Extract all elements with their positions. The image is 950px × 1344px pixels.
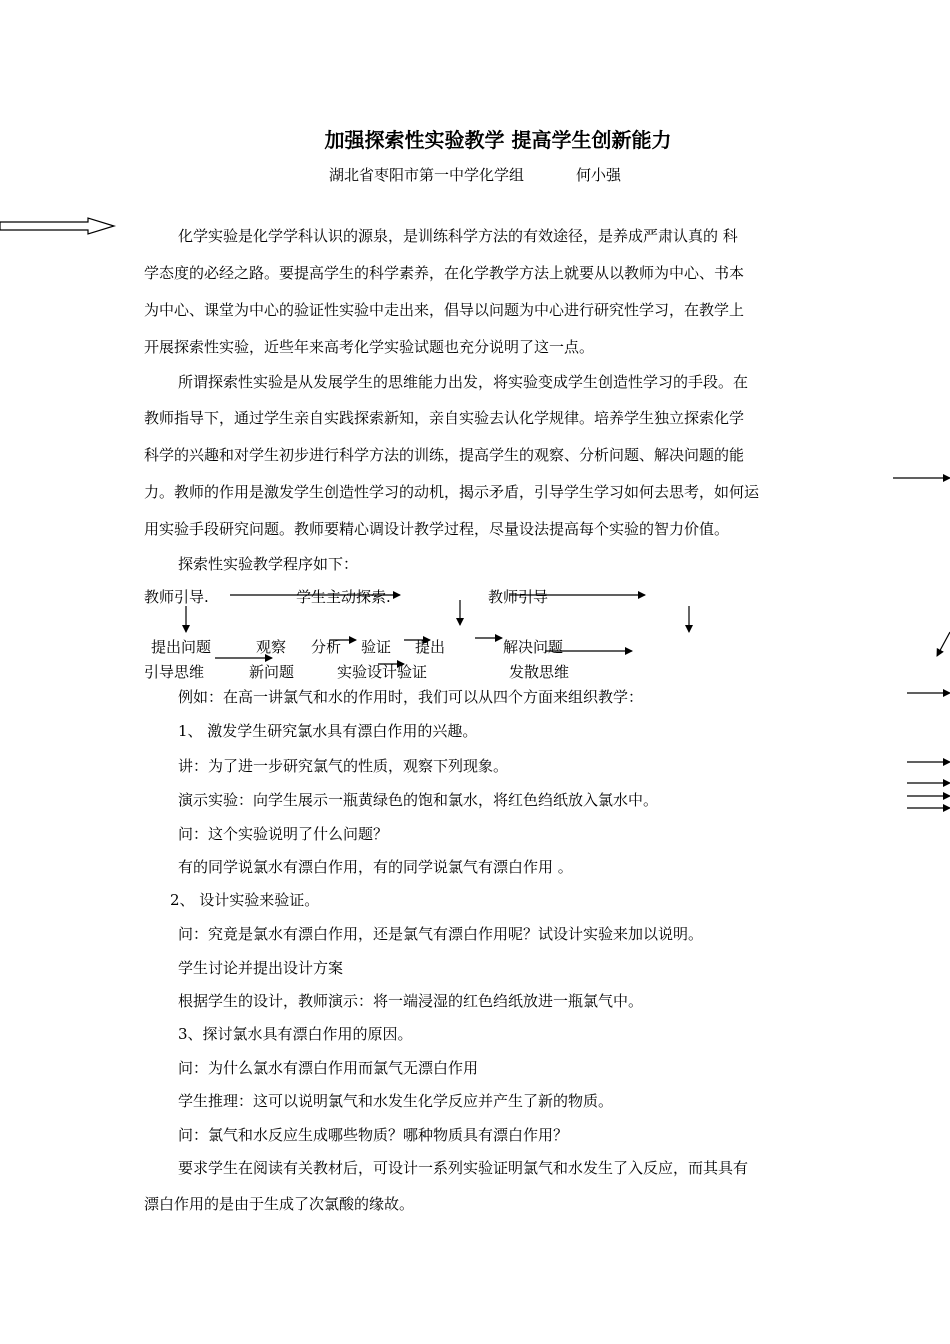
intro-line: 学态度的必经之路。要提高学生的科学素养，在化学教学方法上就要从以教师为中心、书本 [144, 264, 745, 282]
section-heading: 3、探讨氯水具有漂白作用的原因。 [178, 1025, 413, 1043]
flow-guide-thinking: 引导思维 [144, 663, 205, 681]
flow-new-question: 新问题 [249, 663, 295, 681]
flow-student-explore: 学生主动探索. [296, 588, 391, 606]
example-line: 演示实验：向学生展示一瓶黄绿色的饱和氯水，将红色绉纸放入氯水中。 [178, 791, 659, 809]
final-line: 要求学生在阅读有关教材后，可设计一系列实验证明氯气和水发生了入反应，而其具有 [178, 1159, 749, 1177]
example-line: 学生推理：这可以说明氯气和水发生化学反应并产生了新的物质。 [178, 1092, 614, 1110]
final-line: 漂白作用的是由于生成了次氯酸的缘故。 [144, 1195, 415, 1213]
procedure-intro: 探索性实验教学程序如下： [178, 555, 359, 573]
para2-line: 用实验手段研究问题。教师要精心调设计教学过程，尽量设法提高每个实验的智力价值。 [144, 520, 730, 538]
intro-line: 化学实验是化学学科认识的源泉，是训练科学方法的有效途径，是养成严肃认真的 科 [178, 227, 738, 245]
para2-line: 力。教师的作用是激发学生创造性学习的动机，揭示矛盾，引导学生学习如何去思考，如何运 [144, 483, 760, 501]
flow-solve-problem: 解决问题 [503, 638, 564, 656]
section-heading: 2、 设计实验来验证。 [170, 891, 320, 909]
example-line: 问：为什么氯水有漂白作用而氯气无漂白作用 [178, 1059, 479, 1077]
flow-experiment-design: 实验设计验证 [337, 663, 428, 681]
example-line: 例如：在高一讲氯气和水的作用时，我们可以从四个方面来组织教学： [178, 688, 644, 706]
flow-divergent-thinking: 发散思维 [509, 663, 570, 681]
intro-line: 开展探索性实验，近些年来高考化学实验试题也充分说明了这一点。 [144, 338, 595, 356]
hollow-arrow-icon [0, 218, 114, 234]
flow-teacher-guide-2: 教师引导 [488, 588, 549, 606]
section-heading: 1、 激发学生研究氯水具有漂白作用的兴趣。 [178, 722, 478, 740]
flow-teacher-guide: 教师引导. [144, 588, 209, 606]
flow-propose: 提出 [415, 638, 446, 656]
intro-line: 为中心、课堂为中心的验证性实验中走出来，倡导以问题为中心进行研究性学习，在教学上 [144, 301, 745, 319]
para2-line: 科学的兴趣和对学生初步进行科学方法的训练，提高学生的观察、分析问题、解决问题的能 [144, 446, 745, 464]
example-line: 学生讨论并提出设计方案 [178, 959, 344, 977]
example-line: 有的同学说氯水有漂白作用，有的同学说氯气有漂白作用 。 [178, 858, 573, 876]
para2-line: 所谓探索性实验是从发展学生的思维能力出发，将实验变成学生创造性学习的手段。在 [178, 373, 749, 391]
example-line: 问：氯气和水反应生成哪些物质？哪种物质具有漂白作用？ [178, 1126, 569, 1144]
flow-raise-question: 提出问题 [151, 638, 212, 656]
flow-observe: 观察 [256, 638, 287, 656]
flow-analyze: 分析 [311, 638, 342, 656]
example-line: 根据学生的设计，教师演示：将一端浸湿的红色绉纸放进一瓶氯气中。 [178, 992, 644, 1010]
byline-author: 何小强 [576, 166, 622, 184]
example-line: 讲：为了进一步研究氯气的性质，观察下列现象。 [178, 757, 509, 775]
byline-school: 湖北省枣阳市第一中学化学组 [328, 166, 524, 184]
document-title: 加强探索性实验教学 提高学生创新能力 [324, 128, 672, 152]
flow-verify: 验证 [361, 638, 392, 656]
para2-line: 教师指导下，通过学生亲自实践探索新知，亲自实验去认化学规律。培养学生独立探索化学 [144, 409, 745, 427]
margin-arrow [937, 632, 950, 656]
example-line: 问：究竟是氯水有漂白作用，还是氯气有漂白作用呢？试设计实验来加以说明。 [178, 925, 704, 943]
example-line: 问：这个实验说明了什么问题？ [178, 825, 389, 843]
byline [0, 164, 950, 185]
